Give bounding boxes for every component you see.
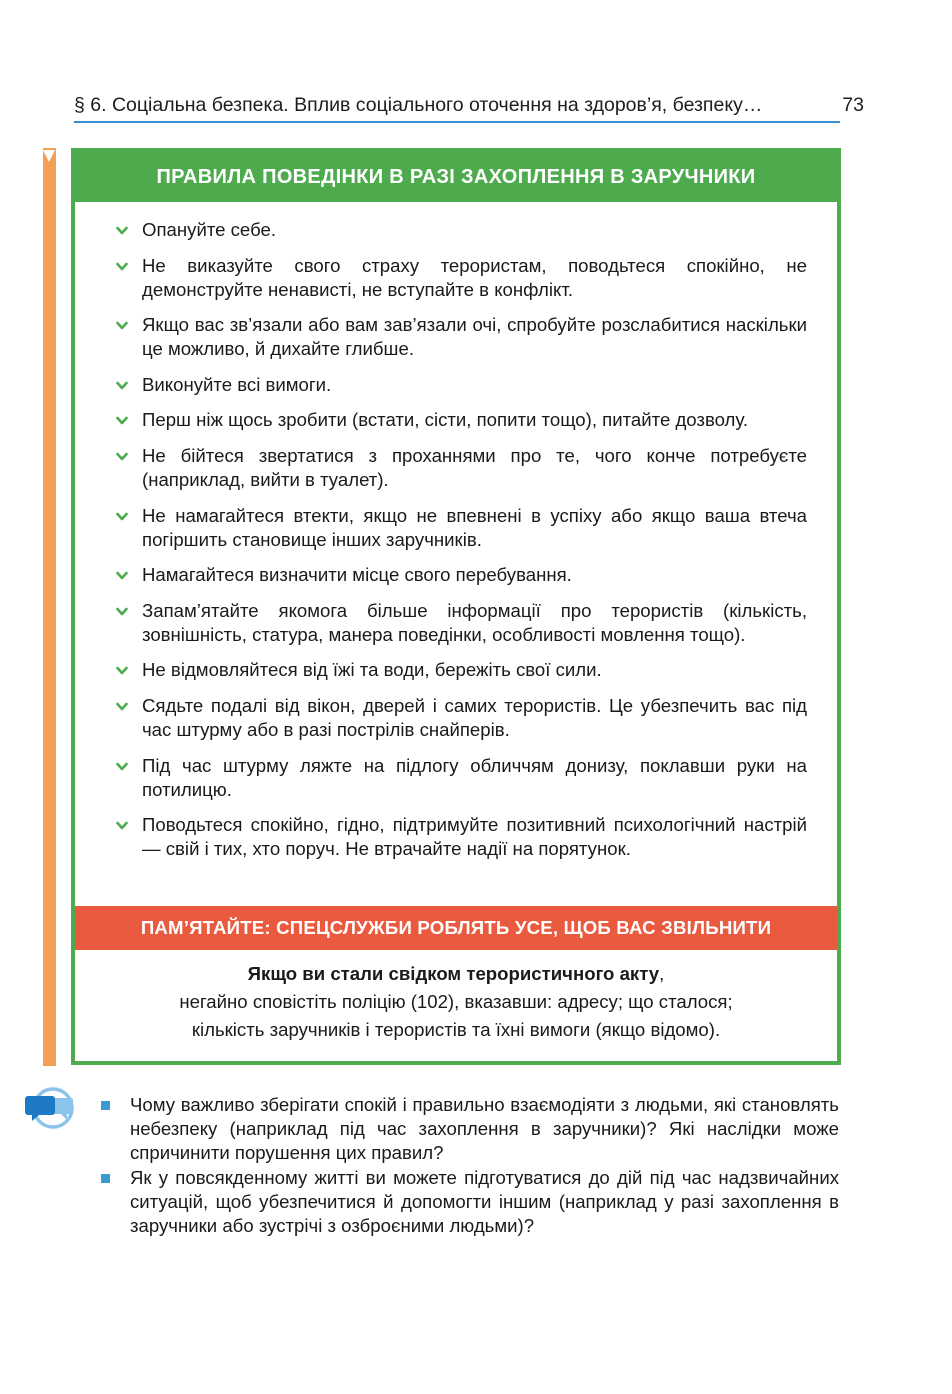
page-number: 73 (842, 94, 864, 116)
square-bullet-icon (101, 1174, 110, 1183)
check-icon (115, 449, 129, 463)
rule-text: Не відмовляйтеся від їжі та води, бережіть свої сили. (142, 659, 602, 681)
rules-box-title: ПРАВИЛА ПОВЕДІНКИ В РАЗІ ЗАХОПЛЕННЯ В ЗАРУЧНИКИ (75, 152, 837, 202)
rule-text: Запам’ятайте якомога більше інформації про терористів (кількість, зовнішність, статура, манера поведінки, особливості мовлення тощо). (142, 599, 807, 645)
question-item (101, 1093, 839, 1165)
rule-text: Сядьте подалі від вікон, дверей і самих терористів. Це убезпечить вас під час штурму або в разі пострілів снайперів. (142, 694, 807, 740)
remember-banner: ПАМ’ЯТАЙТЕ: СПЕЦСЛУЖБИ РОБЛЯТЬ УСЕ, ЩОБ ВАС ЗВІЛЬНИТИ (75, 906, 837, 950)
rule-item (115, 218, 807, 242)
witness-bold: Якщо ви стали свідком терористичного акту (247, 963, 660, 984)
rule-text: Поводьтеся спокійно, гідно, підтримуйте позитивний психологічний настрій — свій і тих, хто поруч. Не втрачайте надії на порятунок. (142, 814, 807, 860)
rule-item (115, 754, 807, 802)
check-icon (115, 568, 129, 582)
check-icon (115, 759, 129, 773)
check-icon (115, 223, 129, 237)
check-icon (115, 413, 129, 427)
rule-item (115, 504, 807, 552)
witness-comma: , (659, 963, 665, 984)
witness-line-3: кількість заручників і терористів та їхні вимоги (якщо відомо). (191, 1019, 721, 1040)
check-icon (115, 509, 129, 523)
check-icon (115, 259, 129, 273)
question-text: Як у повсякденному житті ви можете підготуватися до дій під час надзвичайних ситуацій, щоб убезпечитися й допомогти іншим (наприклад у разі захоплення в заручники або зустрічі з озброєними людьми)? (130, 1167, 839, 1236)
rule-item (115, 813, 807, 861)
rule-text: Виконуйте всі вимоги. (142, 373, 332, 395)
rule-item (115, 563, 807, 587)
witness-line-2: негайно сповістіть поліцію (102), вказавши: адресу; що сталося; (179, 991, 733, 1012)
witness-note (75, 960, 837, 1044)
rule-item (115, 444, 807, 492)
chapter-title: § 6. Соціальна безпека. Вплив соціального оточення на здоров’я, безпеку… (74, 94, 763, 116)
rules-box (71, 148, 841, 1065)
rule-text: Не виказуйте свого страху терористам, поводьтеся спокійно, не демонструйте ненависті, не вступайте в конфлікт. (142, 254, 807, 300)
check-icon (115, 663, 129, 677)
check-icon (115, 378, 129, 392)
check-icon (115, 604, 129, 618)
rule-item (115, 254, 807, 302)
rule-text: Не бійтеся звертатися з проханнями про те, чого конче потребуєте (наприклад, вийти в туалет). (142, 444, 807, 490)
question-text: Чому важливо зберігати спокій і правильно взаємодіяти з людьми, які становлять небезпеку (наприклад під час захоплення в заручники)? Які наслідки може спричинити порушення цих правил? (130, 1094, 839, 1163)
rule-item (115, 313, 807, 361)
rule-text: Перш ніж щось зробити (встати, сісти, попити тощо), питайте дозволу. (142, 409, 749, 431)
rule-item (115, 658, 807, 682)
rule-text: Не намагайтеся втекти, якщо не впевнені в успіху або якщо ваша втеча погіршить становище інших заручників. (142, 504, 807, 550)
rule-item (115, 599, 807, 647)
header-divider (74, 121, 840, 123)
questions-list (101, 1093, 839, 1239)
page-header (74, 92, 864, 124)
rule-item (115, 694, 807, 742)
rule-item (115, 408, 807, 432)
discussion-bubbles-icon (24, 1084, 76, 1132)
question-item (101, 1166, 839, 1238)
rule-text: Опануйте себе. (142, 219, 277, 240)
side-accent-bar (43, 148, 56, 1066)
rule-text: Якщо вас зв’язали або вам зав’язали очі, спробуйте розслабитися наскільки це можливо, й дихайте глибше. (142, 314, 807, 360)
check-icon (115, 318, 129, 332)
rule-item (115, 373, 807, 397)
side-arrow-icon (43, 150, 55, 162)
rules-list (75, 202, 837, 861)
rule-text: Під час штурму ляжте на підлогу обличчям донизу, поклавши руки на потилицю. (142, 754, 807, 800)
square-bullet-icon (101, 1101, 110, 1110)
check-icon (115, 699, 129, 713)
rule-text: Намагайтеся визначити місце свого перебування. (142, 564, 572, 586)
check-icon (115, 818, 129, 832)
